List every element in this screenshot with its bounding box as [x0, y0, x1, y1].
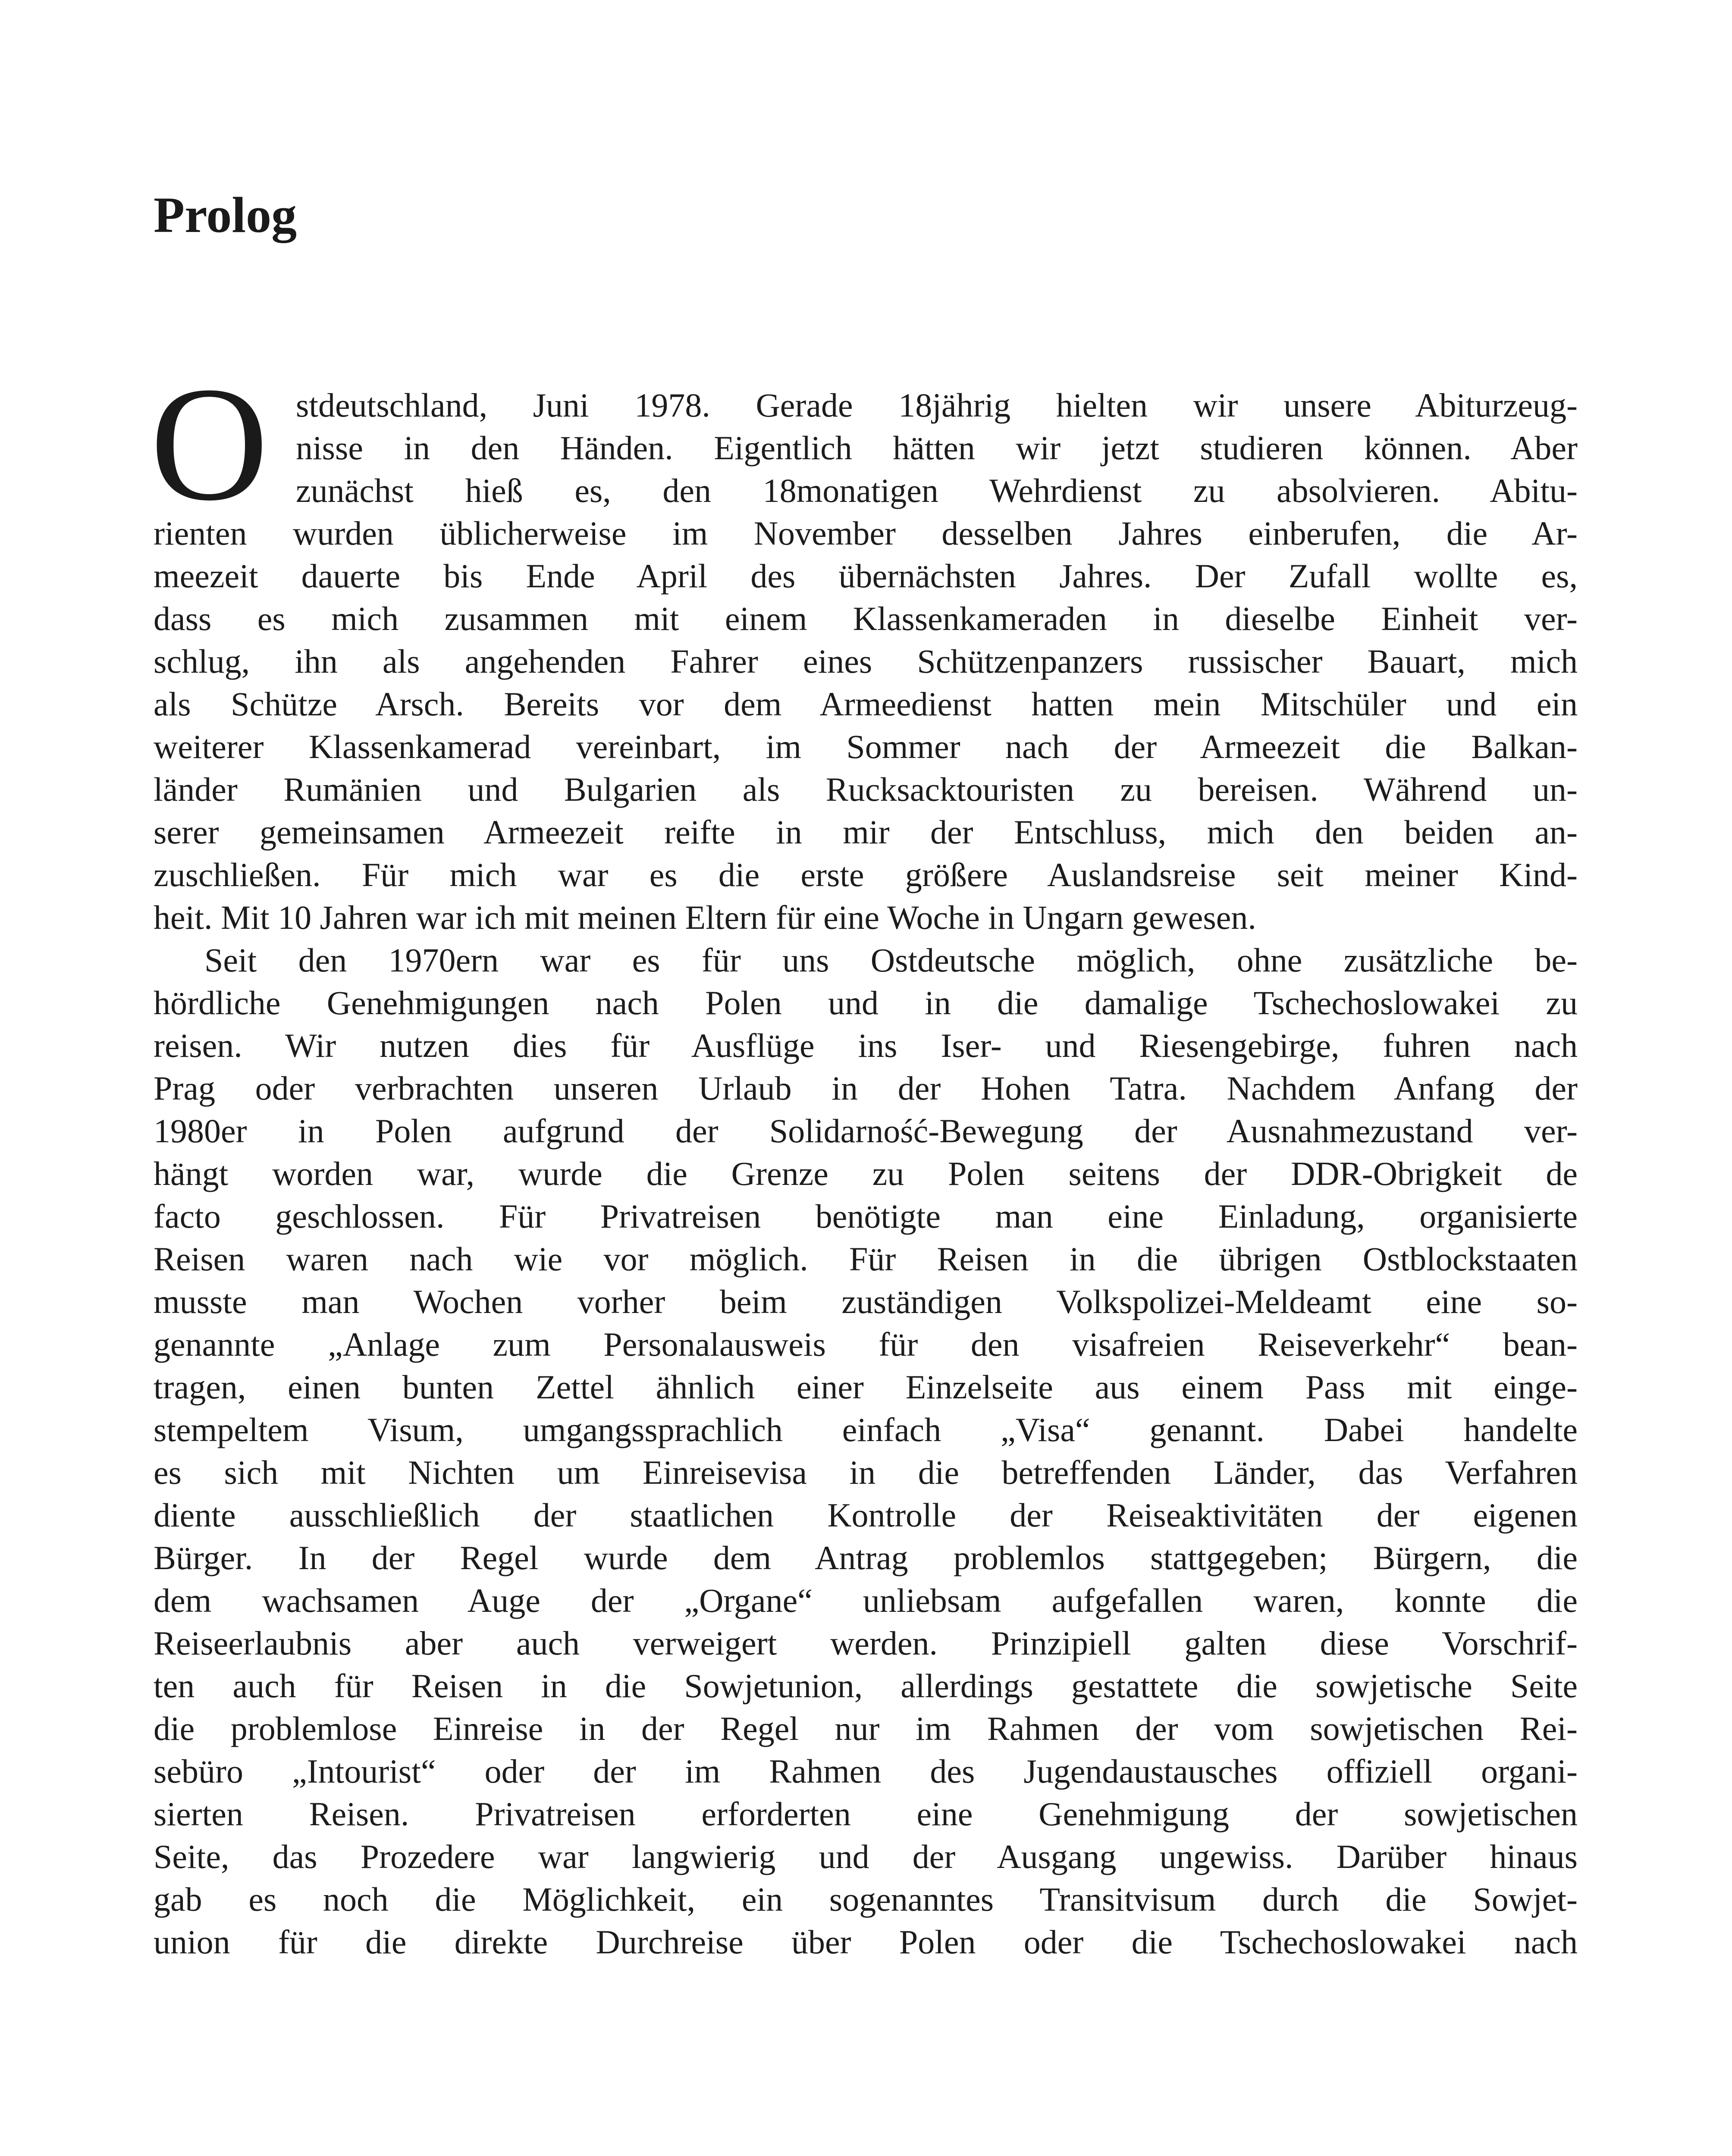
- text-line: diente ausschließlich der staatlichen Kontrolle der Reiseaktivitäten der eigenen: [154, 1496, 1578, 1534]
- text-line: Seit den 1970ern war es für uns Ostdeutsche möglich, ohne zusätzliche be-: [204, 941, 1578, 979]
- paragraph-1: [154, 384, 1578, 939]
- text-line: 1980er in Polen aufgrund der Solidarność-Bewegung der Ausnahmezustand ver-: [154, 1112, 1578, 1150]
- text-line: die problemlose Einreise in der Regel nur im Rahmen der vom sowjetischen Rei-: [154, 1710, 1578, 1747]
- text-line: hängt worden war, wurde die Grenze zu Polen seitens der DDR-Obrigkeit de: [154, 1155, 1578, 1192]
- text-line: dem wachsamen Auge der „Organe“ unliebsam aufgefallen waren, konnte die: [154, 1582, 1578, 1619]
- text-line: sierten Reisen. Privatreisen erforderten eine Genehmigung der sowjetischen: [154, 1795, 1578, 1833]
- text-line: zuschließen. Für mich war es die erste größere Auslandsreise seit meiner Kind-: [154, 856, 1578, 893]
- text-line: als Schütze Arsch. Bereits vor dem Armeedienst hatten mein Mitschüler und ein: [154, 685, 1578, 723]
- text-line: Reiseerlaubnis aber auch verweigert werden. Prinzipiell galten diese Vorschrif-: [154, 1624, 1578, 1662]
- text-line: zunächst hieß es, den 18monatigen Wehrdienst zu absolvieren. Abitu-: [296, 472, 1578, 509]
- text-line: hördliche Genehmigungen nach Polen und in die damalige Tschechoslowakei zu: [154, 984, 1578, 1022]
- text-line: Bürger. In der Regel wurde dem Antrag problemlos stattgegeben; Bürgern, die: [154, 1539, 1578, 1576]
- text-line: heit. Mit 10 Jahren war ich mit meinen Eltern für eine Woche in Ungarn gewesen.: [154, 899, 1256, 936]
- paragraph-2: [154, 939, 1578, 1963]
- text-line: meezeit dauerte bis Ende April des übernächsten Jahres. Der Zufall wollte es,: [154, 557, 1578, 595]
- drop-cap: O: [150, 353, 269, 535]
- chapter-title: Prolog: [154, 187, 297, 243]
- text-line: weiterer Klassenkamerad vereinbart, im Sommer nach der Armeezeit die Balkan-: [154, 728, 1578, 765]
- text-line: stdeutschland, Juni 1978. Gerade 18jährig hielten wir unsere Abiturzeug-: [296, 386, 1578, 424]
- text-line: genannte „Anlage zum Personalausweis für den visafreien Reiseverkehr“ bean-: [154, 1326, 1578, 1363]
- text-line: serer gemeinsamen Armeezeit reifte in mir der Entschluss, mich den beiden an-: [154, 813, 1578, 851]
- text-line: tragen, einen bunten Zettel ähnlich einer Einzelseite aus einem Pass mit einge-: [154, 1368, 1578, 1406]
- text-line: Reisen waren nach wie vor möglich. Für Reisen in die übrigen Ostblockstaaten: [154, 1240, 1578, 1278]
- text-line: länder Rumänien und Bulgarien als Rucksacktouristen zu bereisen. Während un-: [154, 771, 1578, 808]
- text-line: Seite, das Prozedere war langwierig und der Ausgang ungewiss. Darüber hinaus: [154, 1838, 1578, 1875]
- text-line: stempeltem Visum, umgangssprachlich einfach „Visa“ genannt. Dabei handelte: [154, 1411, 1578, 1448]
- text-line: facto geschlossen. Für Privatreisen benötigte man eine Einladung, organisierte: [154, 1197, 1578, 1235]
- text-line: Prag oder verbrachten unseren Urlaub in der Hohen Tatra. Nachdem Anfang der: [154, 1069, 1578, 1107]
- text-line: gab es noch die Möglichkeit, ein sogenanntes Transitvisum durch die Sowjet-: [154, 1880, 1578, 1918]
- text-line: es sich mit Nichten um Einreisevisa in die betreffenden Länder, das Verfahren: [154, 1454, 1578, 1491]
- text-line: dass es mich zusammen mit einem Klassenkameraden in dieselbe Einheit ver-: [154, 600, 1578, 637]
- text-line: reisen. Wir nutzen dies für Ausflüge ins Iser- und Riesengebirge, fuhren nach: [154, 1027, 1578, 1064]
- text-line: union für die direkte Durchreise über Polen oder die Tschechoslowakei nach: [154, 1923, 1578, 1961]
- text-line: ten auch für Reisen in die Sowjetunion, allerdings gestattete die sowjetische Seite: [154, 1667, 1578, 1705]
- text-line: schlug, ihn als angehenden Fahrer eines Schützenpanzers russischer Bauart, mich: [154, 642, 1578, 680]
- text-line: sebüro „Intourist“ oder der im Rahmen des Jugendaustausches offiziell organi-: [154, 1752, 1578, 1790]
- text-line: rienten wurden üblicherweise im November desselben Jahres einberufen, die Ar-: [154, 514, 1578, 552]
- text-line: musste man Wochen vorher beim zuständigen Volkspolizei-Meldeamt eine so-: [154, 1283, 1578, 1320]
- text-line: nisse in den Händen. Eigentlich hätten wir jetzt studieren können. Aber: [296, 429, 1578, 467]
- body-text: [154, 384, 1578, 1963]
